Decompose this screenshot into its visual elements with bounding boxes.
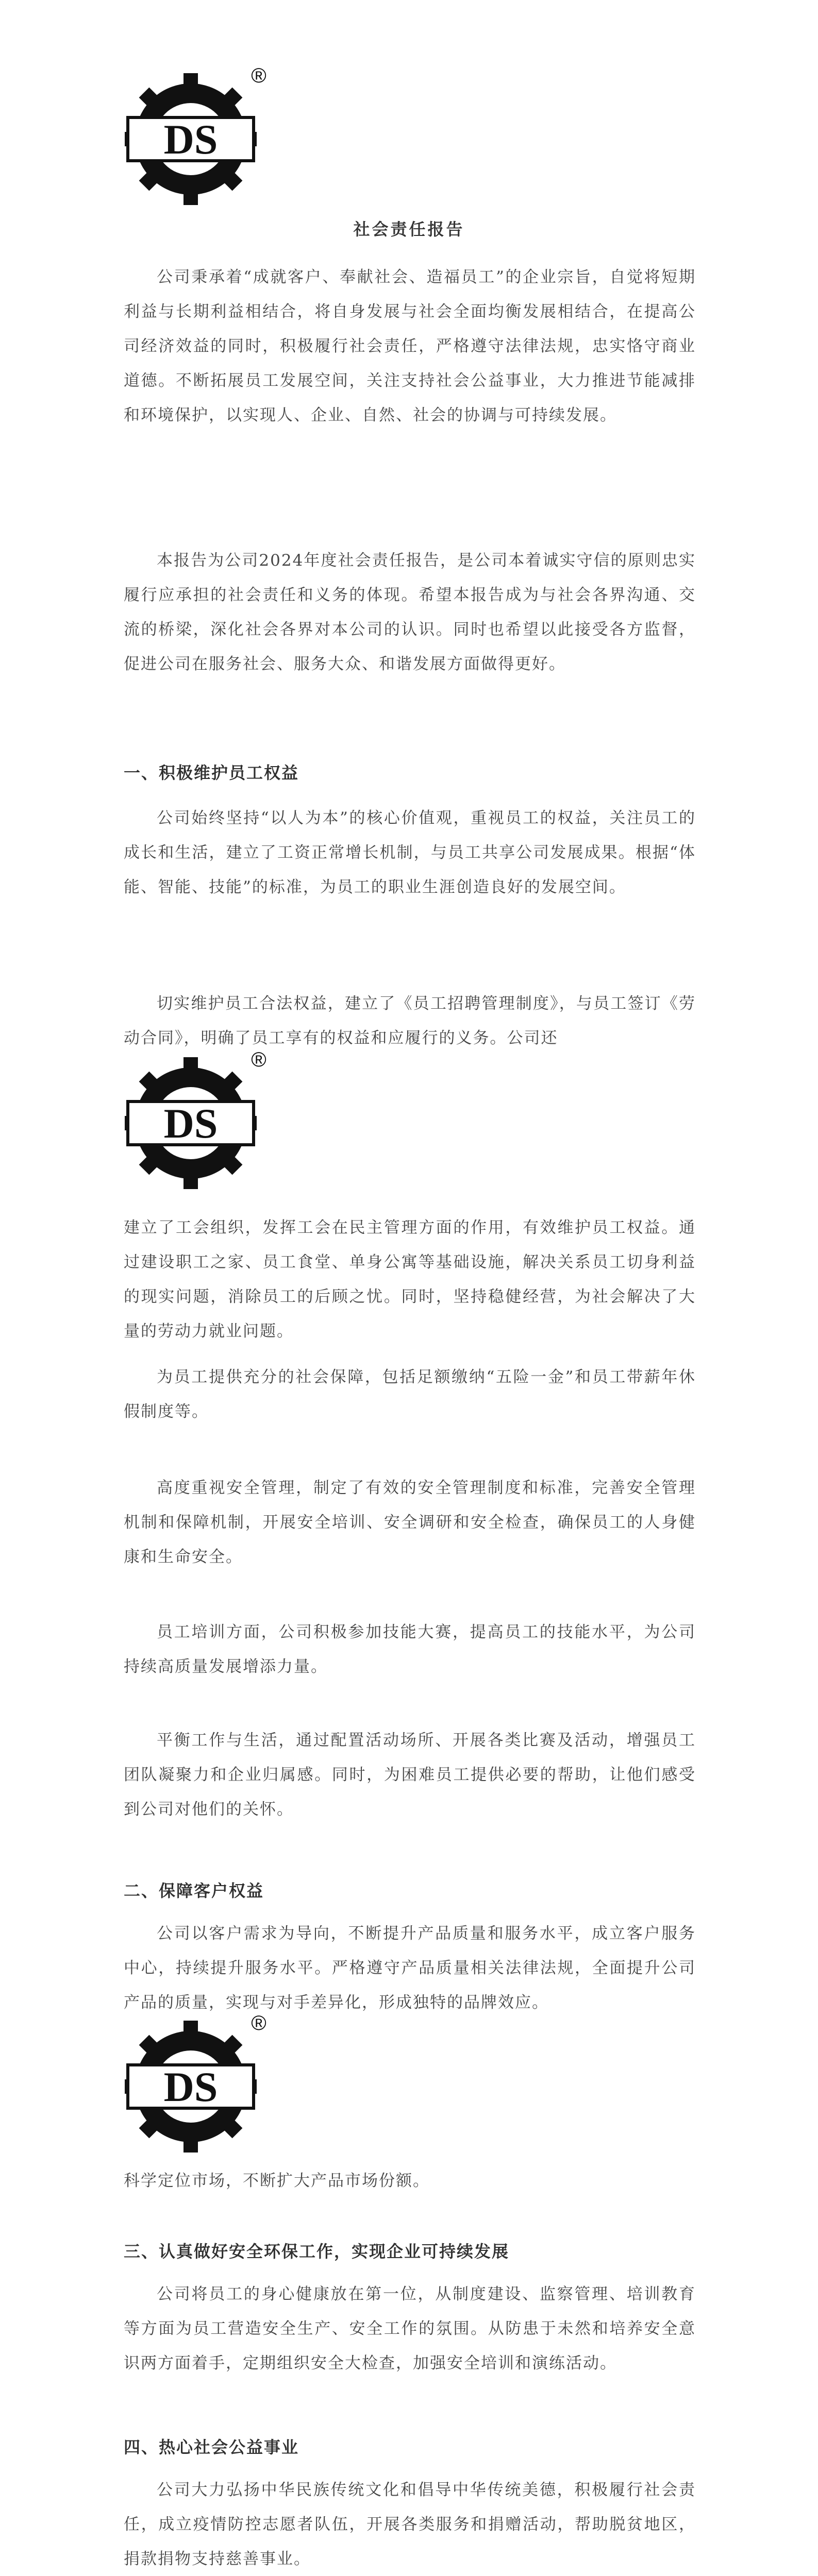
gear-ds-logo-icon: [124, 2009, 273, 2154]
section1-paragraph-3: 建立了工会组织，发挥工会在民主管理方面的作用，有效维护员工权益。通过建设职工之家、员工食堂、单身公寓等基础设施，解决关系员工切身利益的现实问题，消除员工的后顾之忧。同时，坚持稳健经营，为社会解决了大量的劳动力就业问题。: [124, 1218, 696, 1341]
section2-paragraph-1: 公司以客户需求为导向，不断提升产品质量和服务水平，成立客户服务中心，持续提升服务水平。严格遵守产品质量相关法律法规，全面提升公司产品的质量，实现与对手差异化，形成独特的品牌效应。: [124, 1924, 696, 2012]
intro-paragraph-2: 本报告为公司2024年度社会责任报告，是公司本着诚实守信的原则忠实履行应承担的社会责任和义务的体现。希望本报告成为与社会各界沟通、交流的桥梁，深化社会各界对本公司的认识。同时也希望以此接受各方监督，促进公司在服务社会、服务大众、和谐发展方面做得更好。: [124, 551, 696, 673]
section1-paragraph-2: 切实维护员工合法权益，建立了《员工招聘管理制度》，与员工签订《劳动合同》，明确了员工享有的权益和应履行的义务。公司还: [124, 994, 696, 1047]
gear-ds-logo-icon: [124, 62, 273, 206]
section1-paragraph-7: 平衡工作与生活，通过配置活动场所、开展各类比赛及活动，增强员工团队凝聚力和企业归属感。同时，为困难员工提供必要的帮助，让他们感受到公司对他们的关怀。: [124, 1731, 696, 1819]
section-heading-3: 三、认真做好安全环保工作，实现企业可持续发展: [124, 2242, 510, 2261]
company-logo: [124, 62, 273, 206]
section-heading-1: 一、积极维护员工权益: [124, 763, 299, 783]
section4-paragraph-1: 公司大力弘扬中华民族传统文化和倡导中华传统美德，积极履行社会责任，成立疫情防控志愿者队伍，开展各类服务和捐赠活动，帮助脱贫地区，捐款捐物支持慈善事业。: [124, 2481, 696, 2568]
section2-paragraph-2: 科学定位市场，不断扩大产品市场份额。: [124, 2172, 430, 2190]
section3-paragraph-1: 公司将员工的身心健康放在第一位，从制度建设、监察管理、培训教育等方面为员工营造安全生产、安全工作的氛围。从防患于未然和培养安全意识两方面着手，定期组织安全大检查，加强安全培训和演练活动。: [124, 2285, 696, 2372]
section1-paragraph-5: 高度重视安全管理，制定了有效的安全管理制度和标准，完善安全管理机制和保障机制，开展安全培训、安全调研和安全检查，确保员工的人身健康和生命安全。: [124, 1479, 696, 1566]
svg-text:DS: DS: [163, 2063, 218, 2110]
svg-text:®: ®: [251, 1048, 266, 1071]
company-logo: [124, 1046, 273, 1190]
section-heading-2: 二、保障客户权益: [124, 1881, 264, 1901]
intro-paragraph-1: 公司秉承着“成就客户、奉献社会、造福员工”的企业宗旨，自觉将短期利益与长期利益相结合，将自身发展与社会全面均衡发展相结合，在提高公司经济效益的同时，积极履行社会责任，严格遵守法律法规，忠实恪守商业道德。不断拓展员工发展空间，关注支持社会公益事业，大力推进节能减排和环境保护，以实现人、企业、自然、社会的协调与可持续发展。: [124, 268, 696, 425]
gear-ds-logo-icon: [124, 1046, 273, 1190]
svg-text:®: ®: [251, 64, 266, 87]
company-logo: [124, 2009, 273, 2154]
section-heading-4: 四、热心社会公益事业: [124, 2437, 299, 2457]
page-title: 社会责任报告: [353, 219, 465, 239]
section1-paragraph-4: 为员工提供充分的社会保障，包括足额缴纳“五险一金”和员工带薪年休假制度等。: [124, 1368, 696, 1421]
svg-text:DS: DS: [163, 1100, 218, 1147]
section1-paragraph-1: 公司始终坚持“以人为本”的核心价值观，重视员工的权益，关注员工的成长和生活，建立了工资正常增长机制，与员工共享公司发展成果。根据“体能、智能、技能”的标准，为员工的职业生涯创造良好的发展空间。: [124, 809, 696, 896]
svg-text:®: ®: [251, 2012, 266, 2035]
section1-paragraph-6: 员工培训方面，公司积极参加技能大赛，提高员工的技能水平，为公司持续高质量发展增添力量。: [124, 1623, 696, 1676]
svg-text:DS: DS: [163, 116, 218, 163]
